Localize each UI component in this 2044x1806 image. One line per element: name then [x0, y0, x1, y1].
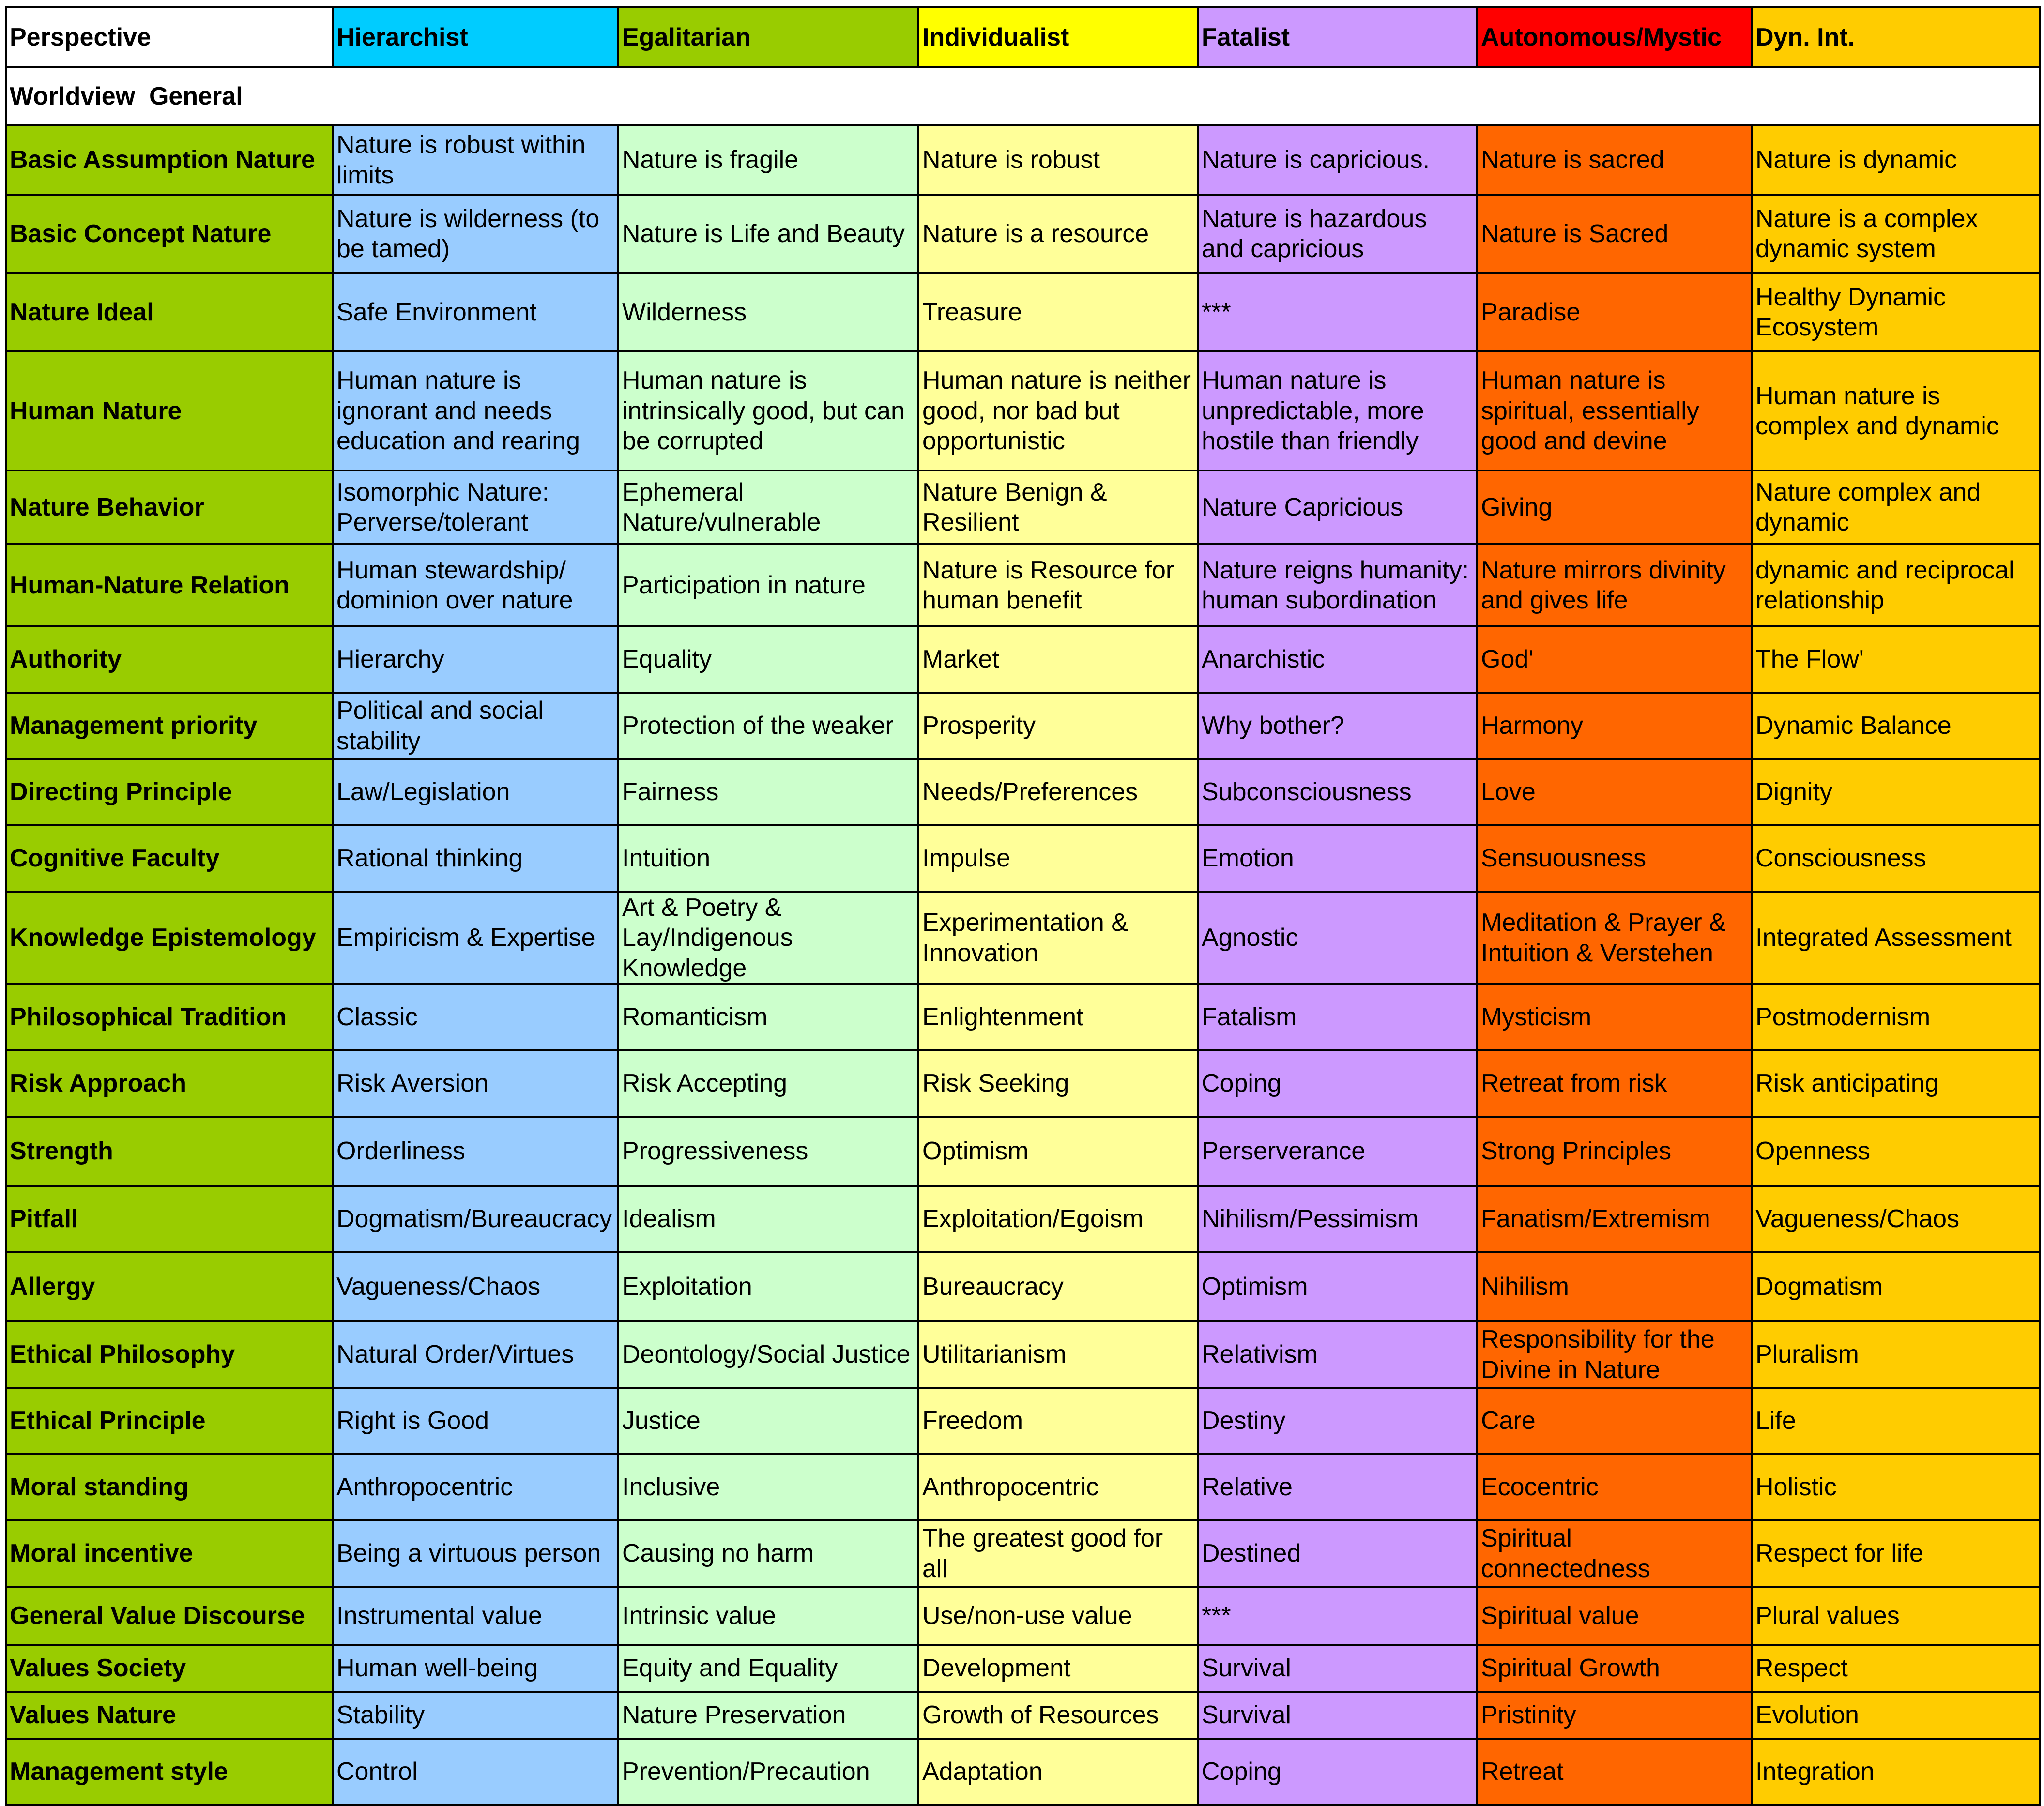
header-fatalist: Fatalist	[1198, 7, 1477, 67]
table-cell: Nihilism	[1477, 1252, 1752, 1321]
section-row	[6, 67, 2040, 125]
table-cell: Subconsciousness	[1198, 759, 1477, 825]
table-cell: The Flow'	[1752, 626, 2040, 693]
table-cell: Treasure	[918, 273, 1198, 351]
table-cell: Consciousness	[1752, 825, 2040, 892]
table-cell: Emotion	[1198, 825, 1477, 892]
table-cell: Human nature is unpredictable, more hostile than friendly	[1198, 351, 1477, 470]
table-cell: Hierarchy	[333, 626, 618, 693]
table-cell: Destiny	[1198, 1388, 1477, 1454]
table-row	[6, 1388, 2040, 1454]
table-cell: Right is Good	[333, 1388, 618, 1454]
table-cell: Orderliness	[333, 1117, 618, 1186]
table-cell: Participation in nature	[618, 544, 918, 626]
table-cell: Growth of Resources	[918, 1692, 1198, 1739]
table-row	[6, 195, 2040, 273]
header-perspective: Perspective	[6, 7, 333, 67]
worldview-table	[5, 6, 2041, 1806]
table-cell: Natural Order/Virtues	[333, 1321, 618, 1388]
table-cell: Risk anticipating	[1752, 1050, 2040, 1117]
table-cell: Risk Aversion	[333, 1050, 618, 1117]
table-cell: Freedom	[918, 1388, 1198, 1454]
table-cell: Dignity	[1752, 759, 2040, 825]
table-cell: Nature complex and dynamic	[1752, 470, 2040, 544]
table-cell: Idealism	[618, 1186, 918, 1252]
table-cell: Causing no harm	[618, 1520, 918, 1587]
section-label: Worldview General	[6, 67, 2040, 125]
table-cell: Nature is Sacred	[1477, 195, 1752, 273]
table-cell: Strong Principles	[1477, 1117, 1752, 1186]
row-label: Nature Behavior	[6, 470, 333, 544]
table-cell: Experimentation & Innovation	[918, 892, 1198, 984]
table-cell: Prevention/Precaution	[618, 1739, 918, 1805]
header-dyn-int: Dyn. Int.	[1752, 7, 2040, 67]
table-cell: Relative	[1198, 1454, 1477, 1520]
table-row	[6, 693, 2040, 759]
table-row	[6, 1692, 2040, 1739]
header-egalitarian: Egalitarian	[618, 7, 918, 67]
table-cell: Nature mirrors divinity and gives life	[1477, 544, 1752, 626]
table-cell: Risk Accepting	[618, 1050, 918, 1117]
table-cell: Coping	[1198, 1739, 1477, 1805]
table-cell: Instrumental value	[333, 1587, 618, 1645]
table-row	[6, 1520, 2040, 1587]
table-cell: Human nature is ignorant and needs education and rearing	[333, 351, 618, 470]
table-cell: Respect for life	[1752, 1520, 2040, 1587]
worldview-table-container	[5, 6, 2041, 1806]
table-cell: God'	[1477, 626, 1752, 693]
table-cell: Nature is capricious.	[1198, 125, 1477, 195]
table-cell: Survival	[1198, 1645, 1477, 1692]
table-cell: Spiritual Growth	[1477, 1645, 1752, 1692]
table-cell: Sensuousness	[1477, 825, 1752, 892]
table-cell: Evolution	[1752, 1692, 2040, 1739]
table-cell: Protection of the weaker	[618, 693, 918, 759]
table-cell: Inclusive	[618, 1454, 918, 1520]
table-cell: Anthropocentric	[918, 1454, 1198, 1520]
table-cell: Harmony	[1477, 693, 1752, 759]
row-label: Basic Assumption Nature	[6, 125, 333, 195]
header-individualist: Individualist	[918, 7, 1198, 67]
table-row	[6, 759, 2040, 825]
row-label: Basic Concept Nature	[6, 195, 333, 273]
row-label: Authority	[6, 626, 333, 693]
table-cell: Nature is Life and Beauty	[618, 195, 918, 273]
table-cell: Nature Preservation	[618, 1692, 918, 1739]
table-cell: Fanatism/Extremism	[1477, 1186, 1752, 1252]
table-cell: The greatest good for all	[918, 1520, 1198, 1587]
table-cell: Human well-being	[333, 1645, 618, 1692]
table-cell: Postmodernism	[1752, 984, 2040, 1050]
table-cell: Law/Legislation	[333, 759, 618, 825]
table-cell: Responsibility for the Divine in Nature	[1477, 1321, 1752, 1388]
table-cell: Integration	[1752, 1739, 2040, 1805]
table-cell: Nature reigns humanity: human subordination	[1198, 544, 1477, 626]
table-cell: Nature is Resource for human benefit	[918, 544, 1198, 626]
table-cell: Openness	[1752, 1117, 2040, 1186]
table-cell: Being a virtuous person	[333, 1520, 618, 1587]
row-label: Moral standing	[6, 1454, 333, 1520]
table-cell: Art & Poetry & Lay/Indigenous Knowledge	[618, 892, 918, 984]
table-cell: Anthropocentric	[333, 1454, 618, 1520]
table-cell: Progressiveness	[618, 1117, 918, 1186]
table-cell: Optimism	[918, 1117, 1198, 1186]
table-cell: Love	[1477, 759, 1752, 825]
table-row	[6, 1117, 2040, 1186]
row-label: Management style	[6, 1739, 333, 1805]
table-cell: Risk Seeking	[918, 1050, 1198, 1117]
table-cell: Dynamic Balance	[1752, 693, 2040, 759]
row-label: General Value Discourse	[6, 1587, 333, 1645]
table-cell: Integrated Assessment	[1752, 892, 2040, 984]
table-row	[6, 892, 2040, 984]
row-label: Knowledge Epistemology	[6, 892, 333, 984]
table-cell: Coping	[1198, 1050, 1477, 1117]
table-cell: Holistic	[1752, 1454, 2040, 1520]
table-row	[6, 984, 2040, 1050]
row-label: Pitfall	[6, 1186, 333, 1252]
table-cell: Survival	[1198, 1692, 1477, 1739]
row-label: Strength	[6, 1117, 333, 1186]
table-cell: Fatalism	[1198, 984, 1477, 1050]
table-cell: Classic	[333, 984, 618, 1050]
table-cell: Life	[1752, 1388, 2040, 1454]
table-cell: Retreat from risk	[1477, 1050, 1752, 1117]
table-cell: Dogmatism	[1752, 1252, 2040, 1321]
row-label: Values Nature	[6, 1692, 333, 1739]
table-cell: Stability	[333, 1692, 618, 1739]
table-row	[6, 125, 2040, 195]
row-label: Allergy	[6, 1252, 333, 1321]
table-cell: Retreat	[1477, 1739, 1752, 1805]
table-cell: Nihilism/Pessimism	[1198, 1186, 1477, 1252]
table-cell: Care	[1477, 1388, 1752, 1454]
table-cell: Safe Environment	[333, 273, 618, 351]
table-cell: Human nature is spiritual, essentially good and devine	[1477, 351, 1752, 470]
table-cell: Nature is fragile	[618, 125, 918, 195]
table-cell: Equality	[618, 626, 918, 693]
table-cell: Nature Capricious	[1198, 470, 1477, 544]
table-cell: Respect	[1752, 1645, 2040, 1692]
table-row	[6, 544, 2040, 626]
table-cell: Nature is hazardous and capricious	[1198, 195, 1477, 273]
row-label: Philosophical Tradition	[6, 984, 333, 1050]
table-cell: Pristinity	[1477, 1692, 1752, 1739]
table-cell: Dogmatism/Bureaucracy	[333, 1186, 618, 1252]
row-label: Nature Ideal	[6, 273, 333, 351]
table-cell: Human nature is intrinsically good, but can be corrupted	[618, 351, 918, 470]
row-label: Management priority	[6, 693, 333, 759]
table-row	[6, 626, 2040, 693]
table-cell: Plural values	[1752, 1587, 2040, 1645]
table-cell: Relativism	[1198, 1321, 1477, 1388]
table-cell: Nature is robust	[918, 125, 1198, 195]
table-cell: Spiritual value	[1477, 1587, 1752, 1645]
table-cell: ***	[1198, 1587, 1477, 1645]
table-cell: Exploitation	[618, 1252, 918, 1321]
header-autonomous-mystic: Autonomous/Mystic	[1477, 7, 1752, 67]
table-cell: Needs/Preferences	[918, 759, 1198, 825]
table-cell: Anarchistic	[1198, 626, 1477, 693]
row-label: Moral incentive	[6, 1520, 333, 1587]
table-cell: Adaptation	[918, 1739, 1198, 1805]
table-cell: Empiricism & Expertise	[333, 892, 618, 984]
table-cell: Destined	[1198, 1520, 1477, 1587]
table-row	[6, 1739, 2040, 1805]
table-cell: Wilderness	[618, 273, 918, 351]
table-row	[6, 1587, 2040, 1645]
table-cell: Nature is sacred	[1477, 125, 1752, 195]
table-cell: Meditation & Prayer & Intuition & Verstehen	[1477, 892, 1752, 984]
row-label: Ethical Philosophy	[6, 1321, 333, 1388]
table-cell: Nature is robust within limits	[333, 125, 618, 195]
table-cell: Romanticism	[618, 984, 918, 1050]
table-cell: Why bother?	[1198, 693, 1477, 759]
table-cell: ***	[1198, 273, 1477, 351]
table-row	[6, 825, 2040, 892]
row-label: Risk Approach	[6, 1050, 333, 1117]
table-cell: Ephemeral Nature/vulnerable	[618, 470, 918, 544]
table-cell: Nature is dynamic	[1752, 125, 2040, 195]
table-cell: Agnostic	[1198, 892, 1477, 984]
table-cell: Nature Benign & Resilient	[918, 470, 1198, 544]
table-cell: Nature is a resource	[918, 195, 1198, 273]
table-cell: Nature is wilderness (to be tamed)	[333, 195, 618, 273]
table-cell: Impulse	[918, 825, 1198, 892]
table-cell: Development	[918, 1645, 1198, 1692]
table-cell: Human nature is neither good, nor bad but opportunistic	[918, 351, 1198, 470]
table-cell: Healthy Dynamic Ecosystem	[1752, 273, 2040, 351]
table-cell: Rational thinking	[333, 825, 618, 892]
table-row	[6, 1186, 2040, 1252]
table-cell: Deontology/Social Justice	[618, 1321, 918, 1388]
table-row	[6, 470, 2040, 544]
table-row	[6, 1252, 2040, 1321]
table-cell: Intuition	[618, 825, 918, 892]
table-cell: Equity and Equality	[618, 1645, 918, 1692]
header-hierarchist: Hierarchist	[333, 7, 618, 67]
table-cell: Paradise	[1477, 273, 1752, 351]
row-label: Values Society	[6, 1645, 333, 1692]
table-cell: Human nature is complex and dynamic	[1752, 351, 2040, 470]
table-cell: Political and social stability	[333, 693, 618, 759]
table-row	[6, 1050, 2040, 1117]
table-cell: Exploitation/Egoism	[918, 1186, 1198, 1252]
table-row	[6, 1454, 2040, 1520]
table-cell: Ecocentric	[1477, 1454, 1752, 1520]
row-label: Ethical Principle	[6, 1388, 333, 1454]
table-cell: Intrinsic value	[618, 1587, 918, 1645]
row-label: Cognitive Faculty	[6, 825, 333, 892]
table-cell: Mysticism	[1477, 984, 1752, 1050]
table-cell: Control	[333, 1739, 618, 1805]
table-cell: Market	[918, 626, 1198, 693]
table-cell: Bureaucracy	[918, 1252, 1198, 1321]
table-cell: Prosperity	[918, 693, 1198, 759]
table-row	[6, 1645, 2040, 1692]
table-cell: Spiritual connectedness	[1477, 1520, 1752, 1587]
table-cell: Human stewardship/ dominion over nature	[333, 544, 618, 626]
row-label: Directing Principle	[6, 759, 333, 825]
table-cell: Giving	[1477, 470, 1752, 544]
table-row	[6, 351, 2040, 470]
table-cell: Optimism	[1198, 1252, 1477, 1321]
table-row	[6, 1321, 2040, 1388]
table-cell: Perserverance	[1198, 1117, 1477, 1186]
row-label: Human Nature	[6, 351, 333, 470]
table-cell: Nature is a complex dynamic system	[1752, 195, 2040, 273]
table-cell: Use/non-use value	[918, 1587, 1198, 1645]
table-cell: Utilitarianism	[918, 1321, 1198, 1388]
table-cell: Isomorphic Nature: Perverse/tolerant	[333, 470, 618, 544]
table-cell: Vagueness/Chaos	[333, 1252, 618, 1321]
table-cell: Pluralism	[1752, 1321, 2040, 1388]
table-cell: Fairness	[618, 759, 918, 825]
table-cell: Justice	[618, 1388, 918, 1454]
header-row	[6, 7, 2040, 67]
table-cell: dynamic and reciprocal relationship	[1752, 544, 2040, 626]
row-label: Human-Nature Relation	[6, 544, 333, 626]
table-row	[6, 273, 2040, 351]
table-cell: Enlightenment	[918, 984, 1198, 1050]
table-cell: Vagueness/Chaos	[1752, 1186, 2040, 1252]
